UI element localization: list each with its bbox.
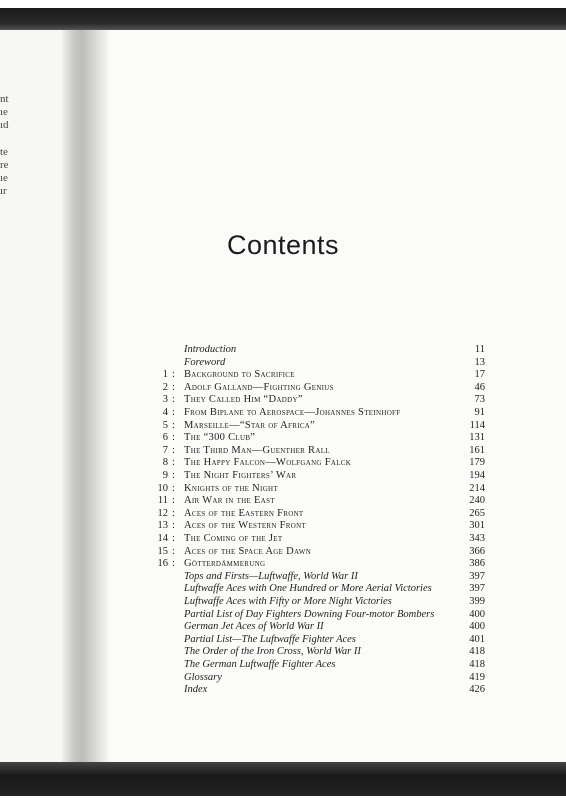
toc-entry-page: 400 [469, 608, 485, 620]
toc-entry-page: 161 [469, 444, 485, 456]
toc-entry [0, 658, 566, 671]
chapter-separator: : [172, 419, 175, 431]
chapter-separator: : [172, 495, 175, 507]
toc-entry [0, 507, 566, 520]
chapter-separator: : [172, 545, 175, 557]
toc-entry-title: Aces of the Eastern Front [184, 507, 304, 519]
toc-entry [0, 482, 566, 495]
toc-entry-title: Götterdämmerung [184, 558, 266, 570]
toc-entry [0, 393, 566, 406]
toc-entry-page: 366 [469, 545, 485, 557]
toc-entry [0, 381, 566, 394]
toc-entry-title: The “300 Club” [184, 432, 256, 444]
toc-entry-title: Air War in the East [184, 495, 275, 507]
chapter-number: 9 [162, 470, 168, 481]
toc-entry [0, 620, 566, 633]
toc-entry-title: Introduction [184, 344, 237, 355]
chapter-separator: : [172, 533, 175, 544]
toc-entry-title: From Biplane to Aerospace—Johannes Steinhoff [184, 407, 401, 418]
toc-entry [0, 532, 566, 545]
left-page-fragment: nt [0, 93, 9, 105]
chapter-number: 4 [162, 407, 168, 418]
toc-entry-page: 214 [469, 482, 485, 494]
left-page-fragment: ıe [0, 172, 8, 184]
chapter-separator: : [172, 381, 175, 393]
toc-entry-page: 419 [469, 671, 485, 683]
toc-entry-title: Foreword [184, 356, 226, 368]
chapter-separator: : [172, 369, 175, 381]
toc-entry [0, 582, 566, 595]
toc-entry-title: The Coming of the Jet [184, 533, 283, 544]
chapter-number: 3 [162, 394, 168, 406]
chapter-number: 15 [157, 545, 168, 557]
toc-entry-page: 13 [474, 356, 485, 368]
toc-entry-title: Luftwaffe Aces with Fifty or More Night Victories [184, 596, 392, 607]
toc-entry [0, 469, 566, 482]
toc-entry-page: 17 [474, 369, 485, 381]
toc-entry [0, 343, 566, 356]
toc-entry-title: The Order of the Iron Cross, World War II [184, 646, 361, 658]
toc-entry-title: Index [184, 684, 208, 696]
left-page-fragment: ıe [0, 106, 8, 118]
toc-entry-title: The Third Man—Guenther Rall [184, 444, 330, 456]
chapter-separator: : [172, 507, 175, 519]
chapter-number: 14 [157, 533, 168, 544]
toc-entry-page: 400 [469, 621, 485, 633]
toc-entry-title: Partial List of Day Fighters Downing Four-motor Bombers [184, 608, 435, 620]
chapter-separator: : [172, 407, 175, 418]
toc-entry [0, 456, 566, 469]
toc-entry-page: 91 [474, 407, 485, 418]
page-title: Contents [226, 230, 340, 260]
toc-entry [0, 406, 566, 419]
toc-entry-page: 179 [469, 457, 485, 469]
toc-entry [0, 645, 566, 658]
toc-entry-title: Aces of the Space Age Dawn [184, 545, 312, 557]
chapter-number: 13 [157, 520, 168, 532]
chapter-separator: : [172, 482, 175, 494]
toc-entry-page: 240 [469, 495, 485, 507]
scan-bottom-edge [0, 762, 566, 796]
toc-entry-page: 397 [469, 583, 485, 595]
chapter-number: 12 [157, 507, 168, 519]
toc-entry-title: Aces of the Western Front [184, 520, 307, 532]
toc-entry [0, 570, 566, 583]
chapter-separator: : [172, 470, 175, 481]
toc-entry-page: 194 [469, 470, 485, 481]
toc-entry [0, 633, 566, 646]
toc-entry-title: Tops and Firsts—Luftwaffe, World War II [184, 570, 358, 582]
toc-entry [0, 431, 566, 444]
chapter-number: 8 [162, 457, 168, 469]
toc-entry [0, 368, 566, 381]
toc-entry-page: 11 [474, 344, 485, 355]
toc-entry [0, 494, 566, 507]
toc-entry-page: 131 [469, 432, 485, 444]
toc-entry [0, 545, 566, 558]
toc-entry-page: 73 [474, 394, 485, 406]
toc-entry-title: They Called Him “Daddy” [184, 394, 303, 406]
toc-entry-page: 386 [469, 558, 485, 570]
toc-entry [0, 671, 566, 684]
toc-entry [0, 444, 566, 457]
toc-entry-title: Background to Sacrifice [184, 369, 295, 381]
toc-entry-page: 399 [469, 596, 485, 607]
left-page-fragment: re [0, 159, 9, 171]
toc-entry [0, 595, 566, 608]
chapter-separator: : [172, 432, 175, 444]
toc-entry [0, 356, 566, 369]
toc-entry-title: The Night Fighters’ War [184, 470, 297, 481]
toc-entry-title: Knights of the Night [184, 482, 278, 494]
toc-entry-page: 301 [469, 520, 485, 532]
toc-entry-page: 397 [469, 570, 485, 582]
toc-entry-title: Marseille—“Star of Africa” [184, 419, 316, 431]
toc-entry [0, 519, 566, 532]
chapter-number: 5 [162, 419, 168, 431]
toc-entry [0, 683, 566, 696]
chapter-separator: : [172, 558, 175, 570]
toc-entry-page: 114 [469, 419, 485, 431]
toc-entry [0, 557, 566, 570]
chapter-number: 11 [157, 495, 168, 507]
chapter-separator: : [172, 444, 175, 456]
left-page-fragment: te [0, 146, 8, 158]
toc-entry-title: The Happy Falcon—Wolfgang Falck [184, 457, 352, 469]
chapter-separator: : [172, 394, 175, 406]
scan-top-edge [0, 8, 566, 30]
toc-entry [0, 419, 566, 432]
toc-entry-title: Luftwaffe Aces with One Hundred or More Aerial Victories [184, 583, 432, 595]
chapter-number: 1 [162, 369, 168, 381]
chapter-number: 7 [162, 444, 168, 456]
toc-entry-page: 401 [469, 633, 485, 645]
toc-entry-page: 418 [469, 646, 485, 658]
toc-entry-page: 46 [474, 381, 485, 393]
toc-entry [0, 608, 566, 621]
left-page-fragment: ıd [0, 119, 9, 131]
toc-entry-title: German Jet Aces of World War II [184, 621, 324, 633]
chapter-number: 16 [157, 558, 168, 570]
toc-entry-page: 265 [469, 507, 485, 519]
toc-entry-page: 418 [469, 659, 485, 670]
toc-entry-title: Partial List—The Luftwaffe Fighter Aces [184, 633, 356, 645]
toc-entry-title: Adolf Galland—Fighting Genius [184, 381, 334, 393]
chapter-number: 10 [157, 482, 168, 494]
toc-entry-page: 426 [469, 684, 485, 696]
chapter-separator: : [172, 520, 175, 532]
toc-entry-page: 343 [469, 533, 485, 544]
chapter-number: 6 [162, 432, 168, 444]
left-page-fragment: ır [0, 185, 7, 197]
toc-entry-title: Glossary [184, 671, 222, 683]
chapter-separator: : [172, 457, 175, 469]
toc-entry-title: The German Luftwaffe Fighter Aces [184, 659, 336, 670]
chapter-number: 2 [162, 381, 168, 393]
